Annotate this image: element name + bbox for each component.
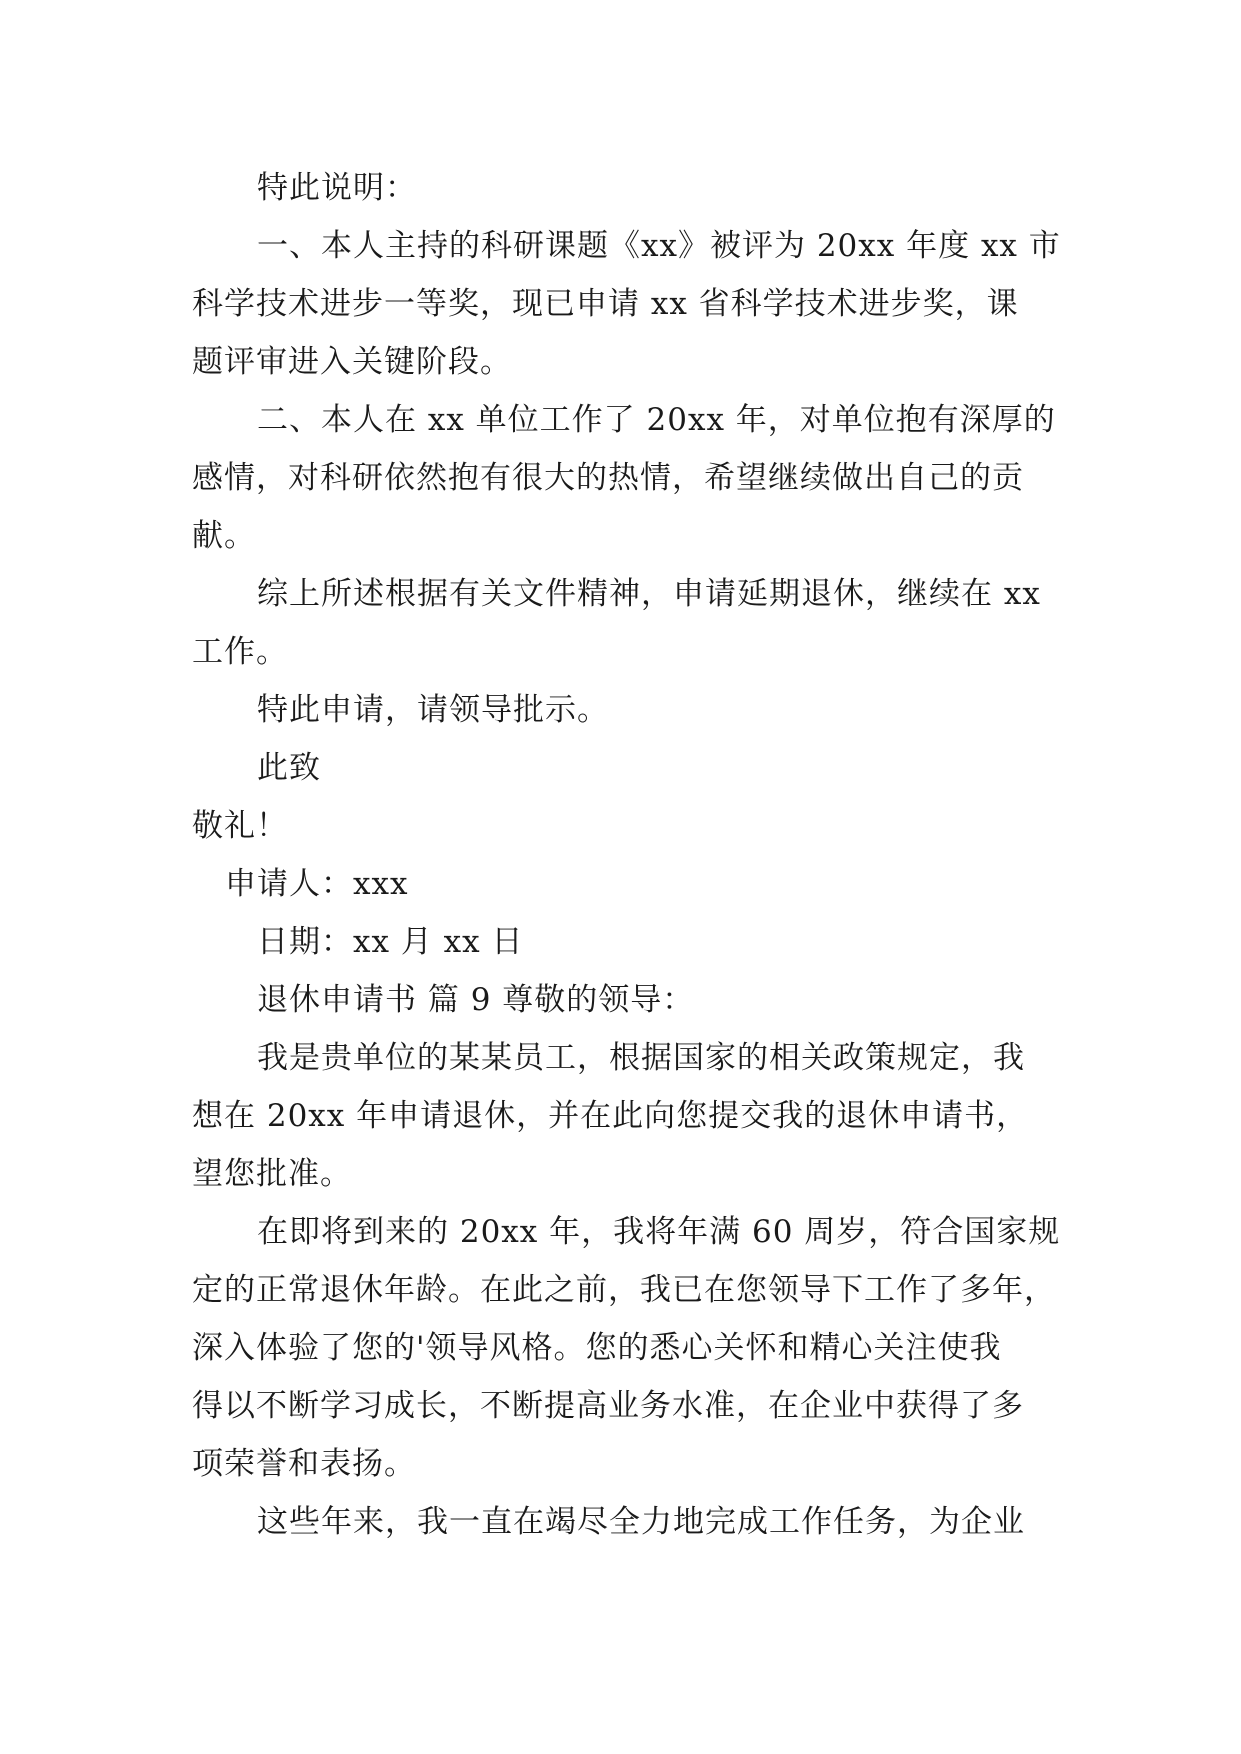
signature-applicant: 申请人：xxx	[225, 866, 409, 902]
paragraph-line: 我是贵单位的某某员工，根据国家的相关政策规定，我	[257, 1040, 1025, 1076]
paragraph-line: 二、本人在 xx 单位工作了 20xx 年，对单位抱有深厚的	[257, 402, 1056, 438]
paragraph-line: 这些年来，我一直在竭尽全力地完成工作任务，为企业	[257, 1504, 1025, 1540]
section-heading: 退休申请书 篇 9 尊敬的领导：	[257, 982, 695, 1018]
paragraph-line: 工作。	[192, 634, 288, 670]
closing-salutation: 敬礼！	[192, 808, 288, 844]
paragraph-line: 定的正常退休年龄。在此之前，我已在您领导下工作了多年，	[192, 1272, 1056, 1308]
paragraph-line: 科学技术进步一等奖，现已申请 xx 省科学技术进步奖，课	[192, 286, 1019, 322]
closing-line: 此致	[257, 750, 321, 786]
paragraph-line: 一、本人主持的科研课题《xx》被评为 20xx 年度 xx 市	[257, 228, 1061, 264]
paragraph-line: 感情，对科研依然抱有很大的热情，希望继续做出自己的贡	[192, 460, 1024, 496]
paragraph-line: 献。	[192, 518, 256, 554]
paragraph-line: 题评审进入关键阶段。	[192, 344, 512, 380]
signature-date: 日期：xx 月 xx 日	[257, 924, 524, 960]
paragraph-line: 想在 20xx 年申请退休，并在此向您提交我的退休申请书，	[192, 1098, 1029, 1134]
paragraph-line: 特此说明：	[257, 170, 417, 206]
paragraph-line: 在即将到来的 20xx 年，我将年满 60 周岁，符合国家规	[257, 1214, 1061, 1250]
paragraph-line: 特此申请，请领导批示。	[257, 692, 609, 728]
paragraph-line: 项荣誉和表扬。	[192, 1446, 416, 1482]
paragraph-line: 得以不断学习成长，不断提高业务水准，在企业中获得了多	[192, 1388, 1024, 1424]
paragraph-line: 望您批准。	[192, 1156, 352, 1192]
paragraph-line: 综上所述根据有关文件精神，申请延期退休，继续在 xx	[257, 576, 1041, 612]
paragraph-line: 深入体验了您的'领导风格。您的悉心关怀和精心关注使我	[192, 1330, 1002, 1366]
